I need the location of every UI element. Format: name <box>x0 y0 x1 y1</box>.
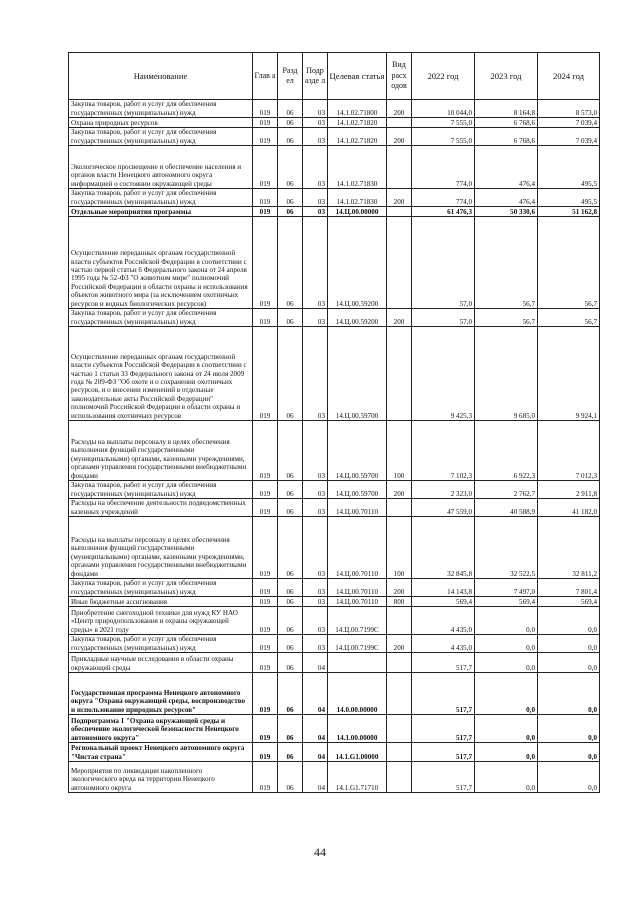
row-value-2024: 9 924,1 <box>538 327 600 421</box>
row-name: Закупка товаров, работ и услуг для обеспечения государственных (муниципальных) нужд <box>69 128 253 146</box>
row-target-article: 14.Ц.00.70110 <box>328 597 387 607</box>
row-name: Экологическое просвещение и обеспечение населения и органов власти Ненецкого автономного округа информацией о состоянии окружающей среды <box>69 146 253 189</box>
row-value-2022: 774,0 <box>412 146 475 189</box>
row-value-2024: 51 162,8 <box>538 207 600 217</box>
row-value-2024: 7 039,4 <box>538 128 600 146</box>
row-razdel: 06 <box>278 481 303 499</box>
row-target-article: 14.1.02.71820 <box>328 118 387 128</box>
row-value-2022: 517,7 <box>412 653 475 673</box>
row-value-2024: 8 573,0 <box>538 100 600 118</box>
row-glava: 019 <box>253 128 278 146</box>
row-value-2023: 32 522,5 <box>475 517 538 579</box>
row-podrazdel: 03 <box>303 579 328 597</box>
row-glava: 019 <box>253 327 278 421</box>
row-podrazdel: 04 <box>303 653 328 673</box>
row-glava: 019 <box>253 309 278 327</box>
row-target-article: 14.Ц.00.59200 <box>328 217 387 309</box>
row-name: Расходы на выплаты персоналу в целях обеспечения выполнения функций государственными (муниципальными) органами, казенными учреждениями, органами управления государственными внебюджетными фондами <box>69 421 253 481</box>
row-value-2022: 7 555,0 <box>412 118 475 128</box>
row-podrazdel: 03 <box>303 327 328 421</box>
row-expense-type <box>387 653 412 673</box>
row-glava: 019 <box>253 635 278 653</box>
table-row <box>69 217 600 309</box>
row-name: Охрана природных ресурсов <box>69 118 253 128</box>
row-glava: 019 <box>253 481 278 499</box>
row-value-2024: 0,0 <box>538 653 600 673</box>
row-expense-type: 200 <box>387 189 412 207</box>
row-expense-type: 200 <box>387 128 412 146</box>
row-glava: 019 <box>253 607 278 635</box>
row-razdel: 06 <box>278 715 303 743</box>
row-glava: 019 <box>253 517 278 579</box>
row-glava: 019 <box>253 217 278 309</box>
row-value-2022: 14 143,8 <box>412 579 475 597</box>
row-value-2022: 517,7 <box>412 715 475 743</box>
header-glava: Глав а <box>253 53 278 100</box>
row-value-2022: 7 555,0 <box>412 128 475 146</box>
row-value-2023: 8 164,8 <box>475 100 538 118</box>
row-value-2023: 50 330,6 <box>475 207 538 217</box>
table-row <box>69 207 600 217</box>
row-value-2022: 10 044,0 <box>412 100 475 118</box>
row-value-2023: 7 497,0 <box>475 579 538 597</box>
row-expense-type <box>387 607 412 635</box>
table-row <box>69 309 600 327</box>
header-razdel: Разд ел <box>278 53 303 100</box>
row-target-article <box>328 653 387 673</box>
row-value-2022: 7 102,3 <box>412 421 475 481</box>
table-row <box>69 635 600 653</box>
row-value-2023: 0,0 <box>475 715 538 743</box>
table-row <box>69 743 600 762</box>
table-row <box>69 653 600 673</box>
row-podrazdel: 03 <box>303 207 328 217</box>
row-target-article: 14.Ц.00.7199C <box>328 635 387 653</box>
row-podrazdel: 04 <box>303 762 328 793</box>
row-podrazdel: 04 <box>303 715 328 743</box>
header-2023: 2023 год <box>475 53 538 100</box>
row-glava: 019 <box>253 653 278 673</box>
row-value-2022: 517,7 <box>412 743 475 762</box>
row-razdel: 06 <box>278 327 303 421</box>
header-podrazdel: Подр азде л <box>303 53 328 100</box>
row-expense-type: 800 <box>387 597 412 607</box>
row-glava: 019 <box>253 597 278 607</box>
row-name: Региональный проект Ненецкого автономного округа "Чистая страна" <box>69 743 253 762</box>
row-value-2022: 517,7 <box>412 673 475 715</box>
row-value-2024: 56,7 <box>538 309 600 327</box>
row-name: Закупка товаров, работ и услуг для обеспечения государственных (муниципальных) нужд <box>69 100 253 118</box>
row-razdel: 06 <box>278 100 303 118</box>
row-name: Закупка товаров, работ и услуг для обеспечения государственных (муниципальных) нужд <box>69 635 253 653</box>
table-row <box>69 673 600 715</box>
row-razdel: 06 <box>278 499 303 517</box>
row-value-2023: 40 588,9 <box>475 499 538 517</box>
row-value-2024: 0,0 <box>538 635 600 653</box>
row-razdel: 06 <box>278 421 303 481</box>
row-value-2024: 56,7 <box>538 217 600 309</box>
row-target-article: 14.1.02.71820 <box>328 128 387 146</box>
row-value-2022: 4 435,0 <box>412 635 475 653</box>
row-glava: 019 <box>253 499 278 517</box>
row-razdel: 06 <box>278 762 303 793</box>
row-glava: 019 <box>253 146 278 189</box>
row-value-2022: 57,0 <box>412 217 475 309</box>
table-row <box>69 118 600 128</box>
row-razdel: 06 <box>278 635 303 653</box>
row-value-2022: 32 845,8 <box>412 517 475 579</box>
page-number: 44 <box>314 845 326 859</box>
row-glava: 019 <box>253 207 278 217</box>
header-2024: 2024 год <box>538 53 600 100</box>
row-glava: 019 <box>253 118 278 128</box>
row-value-2024: 0,0 <box>538 762 600 793</box>
table-row <box>69 189 600 207</box>
row-target-article: 14.1.G1.00000 <box>328 743 387 762</box>
row-value-2023: 476,4 <box>475 146 538 189</box>
row-value-2022: 774,0 <box>412 189 475 207</box>
row-expense-type: 200 <box>387 309 412 327</box>
row-razdel: 06 <box>278 673 303 715</box>
table-row <box>69 327 600 421</box>
row-podrazdel: 03 <box>303 635 328 653</box>
row-podrazdel: 04 <box>303 743 328 762</box>
row-target-article: 14.1.G1.71710 <box>328 762 387 793</box>
row-value-2023: 6 922,3 <box>475 421 538 481</box>
row-target-article: 14.1.02.71800 <box>328 100 387 118</box>
table-row <box>69 579 600 597</box>
row-expense-type: 100 <box>387 517 412 579</box>
row-name: Отдельные мероприятия программы <box>69 207 253 217</box>
row-value-2023: 6 768,6 <box>475 128 538 146</box>
row-target-article: 14.1.02.71830 <box>328 189 387 207</box>
row-expense-type <box>387 673 412 715</box>
row-value-2022: 9 425,3 <box>412 327 475 421</box>
row-value-2023: 569,4 <box>475 597 538 607</box>
row-podrazdel: 03 <box>303 481 328 499</box>
row-glava: 019 <box>253 762 278 793</box>
row-razdel: 06 <box>278 653 303 673</box>
row-razdel: 06 <box>278 517 303 579</box>
table-row <box>69 146 600 189</box>
row-expense-type <box>387 146 412 189</box>
row-name: Расходы на выплаты персоналу в целях обеспечения выполнения функций государственными (муниципальными) органами, казенными учреждениями, органами управления государственными внебюджетными фондами <box>69 517 253 579</box>
row-target-article: 14.Ц.00.59700 <box>328 421 387 481</box>
row-glava: 019 <box>253 421 278 481</box>
row-podrazdel: 03 <box>303 607 328 635</box>
row-expense-type <box>387 118 412 128</box>
row-name: Осуществление переданных органам государственной власти субъектов Российской Федерации в соответствии с частью 1 статьи 33 Федерального закона от 24 июля 2009 года № 209-ФЗ "Об охоте и о сохранении охотничьих ресурсов, и о внесении изменений в отдельные законодательные акты Российской Федерации" полномочий Российской Федерации в области охраны и использования охотничьих ресурсов <box>69 327 253 421</box>
header-target-article: Целевая статья <box>328 53 387 100</box>
row-value-2023: 56,7 <box>475 309 538 327</box>
row-target-article: 14.0.00.00000 <box>328 673 387 715</box>
row-podrazdel: 03 <box>303 499 328 517</box>
row-glava: 019 <box>253 579 278 597</box>
row-name: Приобретение снегоходной техники для нужд КУ НАО «Центр природопользования и охраны окружающей среды» в 2021 году <box>69 607 253 635</box>
row-value-2022: 47 559,0 <box>412 499 475 517</box>
row-glava: 019 <box>253 715 278 743</box>
row-target-article: 14.Ц.00.00000 <box>328 207 387 217</box>
row-name: Закупка товаров, работ и услуг для обеспечения государственных (муниципальных) нужд <box>69 189 253 207</box>
row-value-2023: 476,4 <box>475 189 538 207</box>
row-value-2023: 0,0 <box>475 673 538 715</box>
row-name: Расходы на обеспечение деятельности подведомственных казенных учреждений <box>69 499 253 517</box>
row-name: Мероприятия по ликвидации накопленного экологического вреда на территории Ненецкого автономного округа <box>69 762 253 793</box>
row-value-2022: 517,7 <box>412 762 475 793</box>
row-value-2023: 0,0 <box>475 743 538 762</box>
header-expense-type: Вид расх одов <box>387 53 412 100</box>
row-podrazdel: 04 <box>303 673 328 715</box>
row-podrazdel: 03 <box>303 118 328 128</box>
row-target-article: 14.1.02.71830 <box>328 146 387 189</box>
row-expense-type: 200 <box>387 635 412 653</box>
table-row <box>69 481 600 499</box>
row-expense-type <box>387 207 412 217</box>
row-value-2024: 32 811,2 <box>538 517 600 579</box>
row-expense-type: 200 <box>387 579 412 597</box>
table-body <box>69 100 600 793</box>
row-target-article: 14.Ц.00.59200 <box>328 309 387 327</box>
row-value-2023: 0,0 <box>475 653 538 673</box>
row-expense-type: 200 <box>387 481 412 499</box>
table-row <box>69 762 600 793</box>
row-target-article: 14.Ц.00.7199C <box>328 607 387 635</box>
row-target-article: 14.Ц.00.70110 <box>328 517 387 579</box>
row-expense-type <box>387 327 412 421</box>
table-header-row <box>69 53 600 100</box>
row-value-2024: 0,0 <box>538 743 600 762</box>
row-value-2024: 7 012,3 <box>538 421 600 481</box>
row-target-article: 14.Ц.00.59700 <box>328 327 387 421</box>
row-value-2022: 569,4 <box>412 597 475 607</box>
table-row <box>69 421 600 481</box>
row-glava: 019 <box>253 743 278 762</box>
row-name: Прикладные научные исследования в области охраны окружающей среды <box>69 653 253 673</box>
budget-table <box>68 52 600 793</box>
row-value-2024: 41 182,0 <box>538 499 600 517</box>
row-expense-type: 100 <box>387 421 412 481</box>
row-podrazdel: 03 <box>303 189 328 207</box>
row-value-2023: 56,7 <box>475 217 538 309</box>
table-row <box>69 128 600 146</box>
row-value-2024: 0,0 <box>538 673 600 715</box>
row-razdel: 06 <box>278 128 303 146</box>
row-podrazdel: 03 <box>303 217 328 309</box>
table-row <box>69 607 600 635</box>
row-target-article: 14.Ц.00.59700 <box>328 481 387 499</box>
table-row <box>69 715 600 743</box>
row-razdel: 06 <box>278 207 303 217</box>
row-name: Государственная программа Ненецкого автономного округа "Охрана окружающей среды, воспроизводство и использование природных ресурсов" <box>69 673 253 715</box>
row-expense-type <box>387 217 412 309</box>
row-razdel: 06 <box>278 309 303 327</box>
row-value-2023: 9 685,0 <box>475 327 538 421</box>
row-name: Закупка товаров, работ и услуг для обеспечения государственных (муниципальных) нужд <box>69 481 253 499</box>
row-value-2022: 61 476,3 <box>412 207 475 217</box>
row-razdel: 06 <box>278 217 303 309</box>
row-podrazdel: 03 <box>303 146 328 189</box>
row-name: Иные бюджетные ассигнования <box>69 597 253 607</box>
row-value-2024: 569,4 <box>538 597 600 607</box>
row-podrazdel: 03 <box>303 421 328 481</box>
row-razdel: 06 <box>278 118 303 128</box>
row-target-article: 14.Ц.00.70110 <box>328 499 387 517</box>
row-name: Подпрограмма 1 "Охрана окружающей среды и обеспечение экологической безопасности Ненецкого автономного округа" <box>69 715 253 743</box>
row-expense-type <box>387 499 412 517</box>
row-value-2024: 0,0 <box>538 607 600 635</box>
row-razdel: 06 <box>278 607 303 635</box>
row-glava: 019 <box>253 189 278 207</box>
row-expense-type <box>387 743 412 762</box>
row-razdel: 06 <box>278 579 303 597</box>
row-expense-type <box>387 762 412 793</box>
row-value-2023: 0,0 <box>475 762 538 793</box>
row-value-2024: 495,5 <box>538 189 600 207</box>
row-value-2024: 7 039,4 <box>538 118 600 128</box>
row-expense-type: 200 <box>387 100 412 118</box>
row-podrazdel: 03 <box>303 597 328 607</box>
row-razdel: 06 <box>278 743 303 762</box>
row-target-article: 14.Ц.00.70110 <box>328 579 387 597</box>
row-razdel: 06 <box>278 146 303 189</box>
row-value-2022: 2 323,0 <box>412 481 475 499</box>
row-value-2024: 0,0 <box>538 715 600 743</box>
row-name: Осуществление переданных органам государственной власти субъектов Российской Федерации в соответствии с частью первой статьи 6 Федерального закона от 24 апреля 1995 года № 52-ФЗ "О животном мире" полномочий Российской Федерации в области охраны и использования объектов животного мира (за исключением охотничьих ресурсов и водных биологических ресурсов) <box>69 217 253 309</box>
row-value-2024: 495,5 <box>538 146 600 189</box>
row-target-article: 14.1.00.00000 <box>328 715 387 743</box>
table-row <box>69 100 600 118</box>
row-glava: 019 <box>253 673 278 715</box>
row-podrazdel: 03 <box>303 100 328 118</box>
row-value-2023: 0,0 <box>475 607 538 635</box>
row-expense-type <box>387 715 412 743</box>
row-podrazdel: 03 <box>303 517 328 579</box>
row-razdel: 06 <box>278 597 303 607</box>
table-row <box>69 517 600 579</box>
row-name: Закупка товаров, работ и услуг для обеспечения государственных (муниципальных) нужд <box>69 309 253 327</box>
row-podrazdel: 03 <box>303 128 328 146</box>
row-value-2022: 57,0 <box>412 309 475 327</box>
row-value-2024: 7 801,4 <box>538 579 600 597</box>
table-row <box>69 499 600 517</box>
row-value-2024: 2 911,8 <box>538 481 600 499</box>
table-row <box>69 597 600 607</box>
row-value-2023: 6 768,6 <box>475 118 538 128</box>
row-podrazdel: 03 <box>303 309 328 327</box>
row-value-2023: 2 762,7 <box>475 481 538 499</box>
row-name: Закупка товаров, работ и услуг для обеспечения государственных (муниципальных) нужд <box>69 579 253 597</box>
row-value-2022: 4 435,0 <box>412 607 475 635</box>
row-value-2023: 0,0 <box>475 635 538 653</box>
row-razdel: 06 <box>278 189 303 207</box>
header-name: Наименование <box>69 53 253 100</box>
header-2022: 2022 год <box>412 53 475 100</box>
row-glava: 019 <box>253 100 278 118</box>
